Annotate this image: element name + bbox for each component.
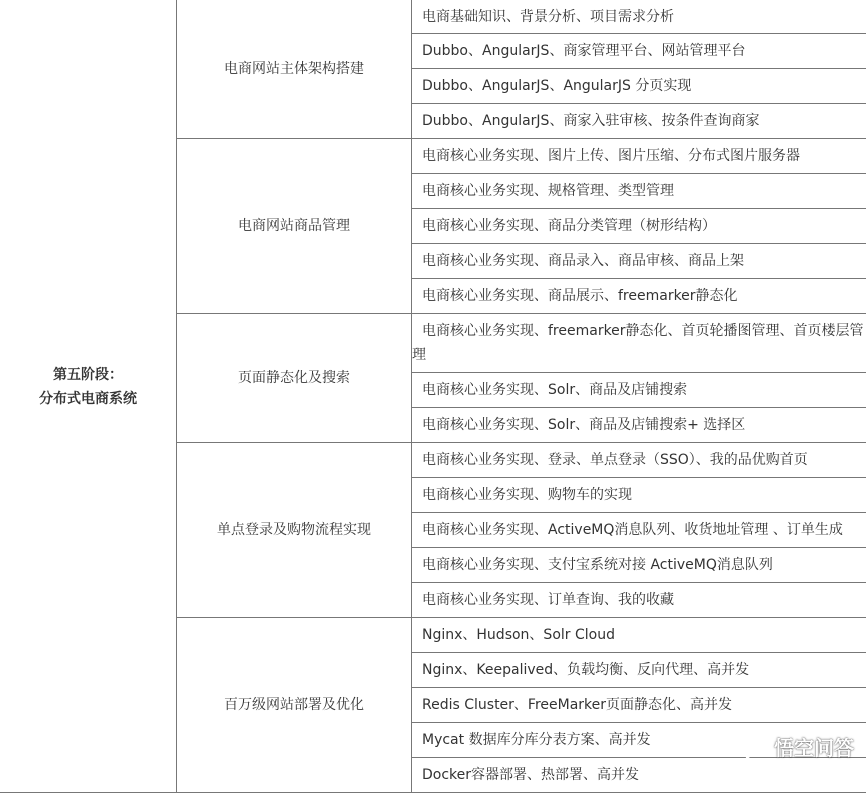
table-row (0, 0, 866, 34)
topic-cell: Dubbo、AngularJS、商家入驻审核、按条件查询商家 (412, 104, 866, 139)
topic-cell: Dubbo、AngularJS、AngularJS 分页实现 (412, 69, 866, 104)
module-name: 电商网站商品管理 (177, 139, 412, 314)
topic-cell: 电商核心业务实现、支付宝系统对接 ActiveMQ消息队列 (412, 548, 866, 583)
topic-cell: Redis Cluster、FreeMarker页面静态化、高并发 (412, 688, 866, 723)
topic-cell: 电商基础知识、背景分析、项目需求分析 (412, 0, 866, 34)
module-name: 百万级网站部署及优化 (177, 618, 412, 793)
stage-subtitle: 分布式电商系统 (1, 387, 175, 411)
topic-cell: Dubbo、AngularJS、商家管理平台、网站管理平台 (412, 34, 866, 69)
topic-cell: 电商核心业务实现、Solr、商品及店铺搜索+ 选择区 (412, 408, 866, 443)
topic-cell: Nginx、Hudson、Solr Cloud (412, 618, 866, 653)
topic-cell: 电商核心业务实现、图片上传、图片压缩、分布式图片服务器 (412, 139, 866, 174)
topic-cell: Nginx、Keepalived、负载均衡、反向代理、高并发 (412, 653, 866, 688)
topic-cell: 电商核心业务实现、freemarker静态化、首页轮播图管理、首页楼层管理 (412, 314, 866, 373)
topic-cell: Docker容器部署、热部署、高并发 (412, 758, 866, 793)
module-name: 页面静态化及搜索 (177, 314, 412, 443)
topic-cell: 电商核心业务实现、商品分类管理（树形结构） (412, 209, 866, 244)
stage-cell (0, 0, 177, 793)
topic-cell: 电商核心业务实现、Solr、商品及店铺搜索 (412, 373, 866, 408)
module-name: 单点登录及购物流程实现 (177, 443, 412, 618)
watermark-text: 悟空问答 (774, 732, 854, 761)
topic-cell: 电商核心业务实现、商品录入、商品审核、商品上架 (412, 244, 866, 279)
module-name: 电商网站主体架构搭建 (177, 0, 412, 139)
topic-cell: 电商核心业务实现、ActiveMQ消息队列、收货地址管理 、订单生成 (412, 513, 866, 548)
topic-cell: Mycat 数据库分库分表方案、高并发 (412, 723, 866, 758)
stage-title: 第五阶段： (1, 363, 175, 387)
topic-cell: 电商核心业务实现、商品展示、freemarker静态化 (412, 279, 866, 314)
topic-cell: 电商核心业务实现、订单查询、我的收藏 (412, 583, 866, 618)
topic-cell: 电商核心业务实现、登录、单点登录（SSO）、我的品优购首页 (412, 443, 866, 478)
topic-cell: 电商核心业务实现、购物车的实现 (412, 478, 866, 513)
topic-cell: 电商核心业务实现、规格管理、类型管理 (412, 174, 866, 209)
